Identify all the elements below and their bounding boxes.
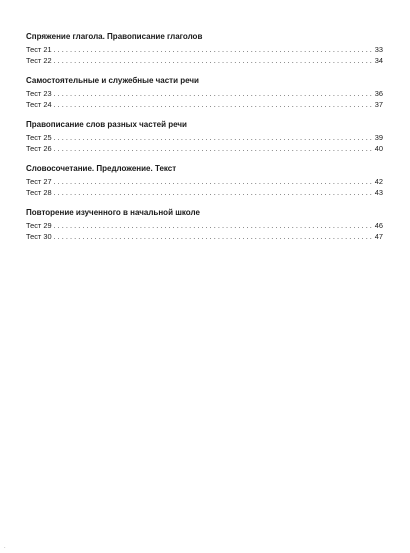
entry-page-number: 47 bbox=[374, 232, 383, 241]
footer-mark: · bbox=[4, 545, 6, 551]
dot-leader bbox=[54, 132, 374, 143]
entry-page-number: 46 bbox=[374, 221, 383, 230]
entry-page-number: 34 bbox=[374, 56, 383, 65]
toc-entry[interactable] bbox=[26, 176, 383, 187]
entry-label: Тест 29 bbox=[26, 221, 52, 230]
toc-entry[interactable] bbox=[26, 44, 383, 55]
entry-label: Тест 28 bbox=[26, 188, 52, 197]
entry-page-number: 43 bbox=[374, 188, 383, 197]
toc-entry[interactable] bbox=[26, 143, 383, 154]
section-title: Самостоятельные и служебные части речи bbox=[26, 76, 199, 85]
entry-page-number: 33 bbox=[374, 45, 383, 54]
section-title: Правописание слов разных частей речи bbox=[26, 120, 187, 129]
toc-section bbox=[26, 32, 383, 66]
entry-label: Тест 23 bbox=[26, 89, 52, 98]
section-title: Повторение изученного в начальной школе bbox=[26, 208, 200, 217]
dot-leader bbox=[54, 88, 374, 99]
entry-page-number: 42 bbox=[374, 177, 383, 186]
dot-leader bbox=[54, 99, 374, 110]
dot-leader bbox=[54, 187, 374, 198]
toc-entry[interactable] bbox=[26, 187, 383, 198]
toc-entry[interactable] bbox=[26, 220, 383, 231]
entry-label: Тест 26 bbox=[26, 144, 52, 153]
entry-label: Тест 24 bbox=[26, 100, 52, 109]
toc-section bbox=[26, 120, 383, 154]
dot-leader bbox=[54, 220, 374, 231]
toc-section bbox=[26, 164, 383, 198]
toc-entry[interactable] bbox=[26, 99, 383, 110]
section-title: Спряжение глагола. Правописание глаголов bbox=[26, 32, 203, 41]
toc-entry[interactable] bbox=[26, 132, 383, 143]
table-of-contents bbox=[26, 32, 383, 252]
dot-leader bbox=[54, 231, 374, 242]
entry-page-number: 37 bbox=[374, 100, 383, 109]
dot-leader bbox=[54, 176, 374, 187]
toc-section bbox=[26, 208, 383, 242]
entry-label: Тест 21 bbox=[26, 45, 52, 54]
toc-entry[interactable] bbox=[26, 88, 383, 99]
entry-label: Тест 27 bbox=[26, 177, 52, 186]
entry-label: Тест 22 bbox=[26, 56, 52, 65]
entry-page-number: 39 bbox=[374, 133, 383, 142]
dot-leader bbox=[54, 55, 374, 66]
entry-page-number: 40 bbox=[374, 144, 383, 153]
entry-label: Тест 25 bbox=[26, 133, 52, 142]
entry-page-number: 36 bbox=[374, 89, 383, 98]
section-title: Словосочетание. Предложение. Текст bbox=[26, 164, 177, 173]
entry-label: Тест 30 bbox=[26, 232, 52, 241]
toc-entry[interactable] bbox=[26, 55, 383, 66]
dot-leader bbox=[54, 143, 374, 154]
toc-entry[interactable] bbox=[26, 231, 383, 242]
toc-section bbox=[26, 76, 383, 110]
dot-leader bbox=[54, 44, 374, 55]
